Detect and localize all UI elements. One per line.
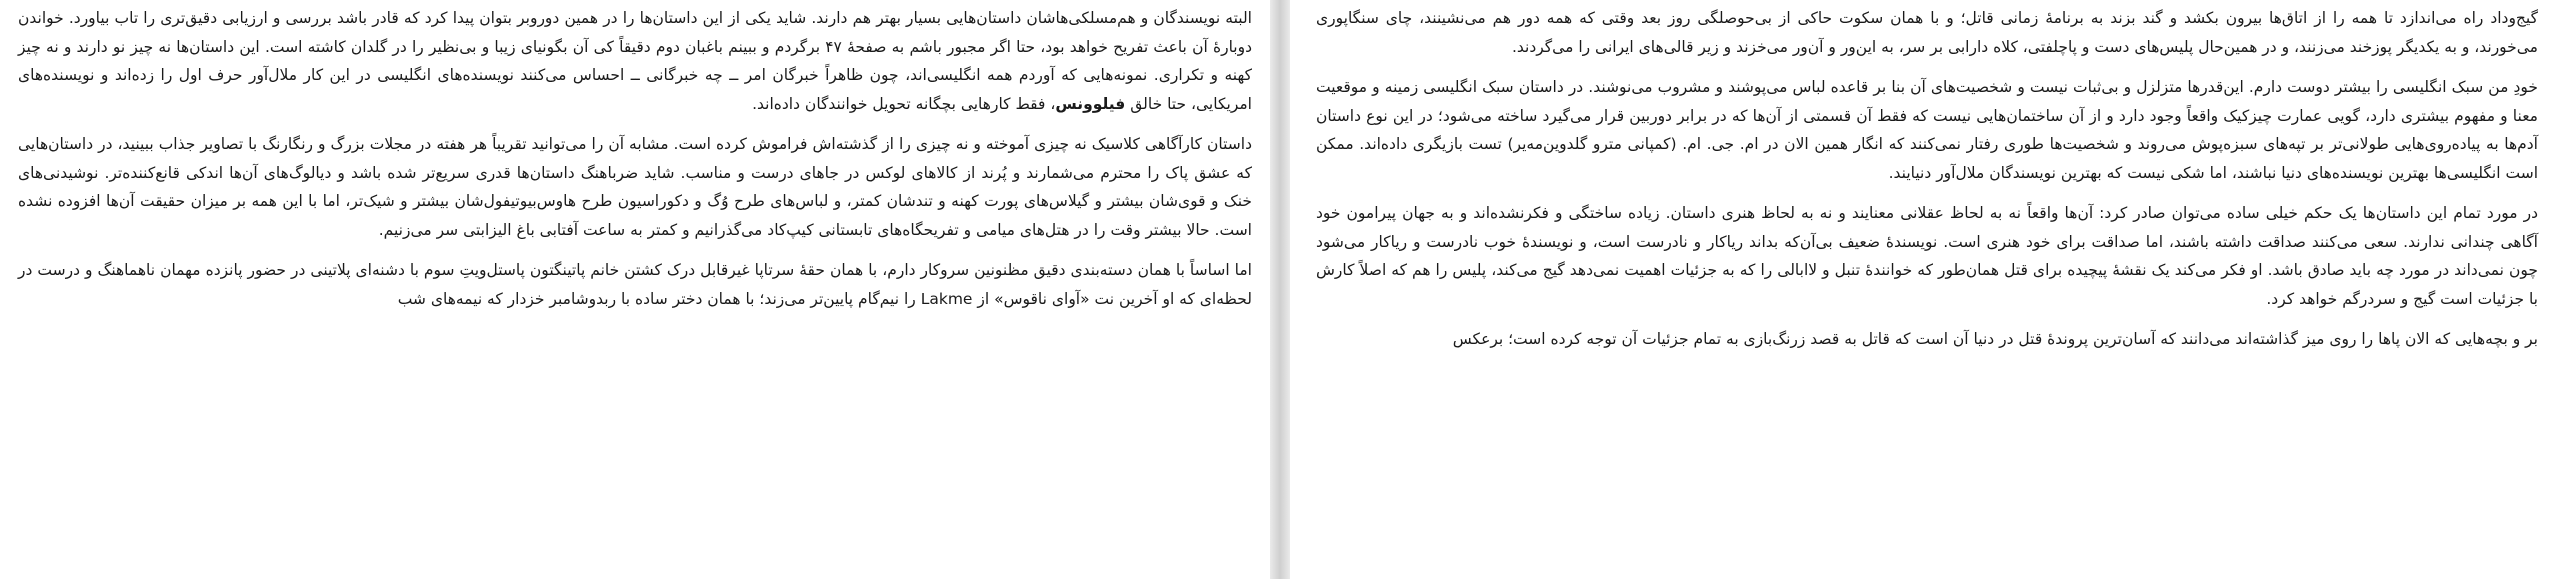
right-paragraph-1: گیج‌وداد راه می‌اندازد تا همه را از اتاق‌ها بیرون بکشد و گند بزند به برنامهٔ زمانی قاتل؛ و با همان سکوت حاکی از بی‌حوصلگی روز بعد وقتی که همه دور هم می‌نشینند، چای سنگاپوری می‌خورند، و به یکدیگر پوزخند می‌زنند، و در همین‌حال پلیس‌های دست و پاچلفتی، کلاه دارابی بر سر، به این‌ور و آن‌ور می‌خزند و زیر قالی‌های ایرانی را می‌گردند. — [1316, 9, 2538, 56]
right-paragraph-2: خودِ من سبک انگلیسی را بیشتر دوست دارم. این‌قدرها متزلزل و بی‌ثبات نیست و شخصیت‌های آن بنا بر قاعده لباس می‌پوشند و مشروب می‌نوشند. در داستان سبک انگلیسی زمینه و موقعیت معنا و مفهوم بیشتری دارد، گویی عمارت چیزکیک واقعاً وجود دارد و از آن ساختمان‌هایی نیست که فقط آن قسمتی از آن‌ها که در برابر دوربین قرار می‌گیرد ساخته می‌شود؛ در این نوع داستان آدم‌ها به پیاده‌روی‌هایی طولانی‌تر بر تپه‌های سبزه‌پوش می‌روند و شخصیت‌ها طوری رفتار نمی‌کنند که انگار همین الان در ام. جی. ام. (کمپانی مترو گلدوین‌مه‌یر) تست بازیگری داده‌اند. ممکن است انگلیسی‌ها بهترین نویسنده‌های دنیا نباشند، اما شکی نیست که بهترین نویسندگان ملال‌آور دنیایند. — [1316, 78, 2538, 182]
right-page — [1290, 0, 2560, 579]
left-page — [0, 0, 1270, 579]
left-paragraph-1: البته نویسندگان و هم‌مسلکی‌هاشان داستان‌هایی بسیار بهتر هم دارند. شاید یکی از این داستان‌ها را در همین دوروبر بتوان پیدا کرد که قادر باشد بررسی و ارزیابی دقیق‌تری را تاب بیاورد. خواندن دوبارهٔ آن باعث تفریح خواهد بود، حتا اگر مجبور باشم به صفحهٔ ۴۷ برگردم و ببینم باغبان دوم دقیقاً کی آن بگونیای زیبا و بی‌نظیر را در گلدان کاشته است. این داستان‌ها نه چیز نو دارند و نه چیز کهنه و تکراری. نمونه‌هایی که آوردم همه انگلیسی‌اند، چون ظاهراً خبرگان امر ــ چه خبرگانی ــ احساس می‌کنند نویسنده‌های انگلیسی در این کار ملال‌آور حرف اول را زده‌اند و نویسنده‌های امریکایی، حتا خالق فیلوونس، فقط کارهایی بچگانه تحویل خوانندگان داده‌اند. — [18, 9, 1252, 113]
book-gutter — [1270, 0, 1290, 579]
bold-name: فیلوونس — [1055, 94, 1126, 113]
right-paragraph-3: در مورد تمام این داستان‌ها یک حکم خیلی ساده می‌توان صادر کرد: آن‌ها واقعاً نه به لحاظ عقلانی معنایند و نه به لحاظ هنری داستان. زیاده ساختگی و فکرنشده‌اند و به جهان پیرامون خود آگاهی چندانی ندارند. سعی می‌کنند صداقت داشته باشند، اما صداقت برای خود هنری است. نویسندهٔ ضعیف بی‌آن‌که بداند ریاکار و نادرست است، و نویسندهٔ خوب نادرست و ریاکار می‌شود چون نمی‌داند در مورد چه باید صادق باشد. او فکر می‌کند یک نقشهٔ پیچیده برای قتل همان‌طور که خوانندهٔ تنبل و لاابالی را که به جزئیات اهمیت نمی‌دهد گیج می‌کند، پلیس را هم که اصلاً کارش با جزئیات است گیج و سردرگم خواهد کرد. — [1316, 204, 2538, 308]
left-paragraph-2: داستان کارآگاهی کلاسیک نه چیزی آموخته و نه چیزی را از گذشته‌اش فراموش کرده است. مشابه آن را می‌توانید تقریباً هر هفته در مجلات بزرگ و رنگارنگ با تصاویر جذاب ببینید، در داستان‌هایی که عشق پاک را محترم می‌شمارند و پُرند از کالاهای لوکس در جاهای درست و مناسب. شاید ضرباهنگ داستان‌ها قدری سریع‌تر شده باشد و دیالوگ‌های آن‌ها اندکی قانع‌کننده‌تر. نوشیدنی‌های خنک و قوی‌شان بیشتر و گیلاس‌های پورت کهنه و تندشان کمتر، و لباس‌های طرح وُگ و دکوراسیون طرح هاوس‌بیوتیفول‌شان بیشتر و شیک‌تر، اما با این همه بر میزان حقیقت آن‌ها افزوده نشده است. حالا بیشتر وقت را در هتل‌های میامی و تفریحگاه‌های تابستانی کیپ‌کاد می‌گذرانیم و کمتر به ساعت آفتابی باغ الیزابتی سر می‌زنیم. — [18, 135, 1252, 239]
left-paragraph-3: اما اساساً با همان دسته‌بندی دقیق مظنونین سروکار دارم، با همان حقهٔ سرتاپا غیرقابل درک کشتن خانم پاتینگتون پاستل‌ویتِ سوم با دشنه‌ای پلاتینی در حضور پانزده مهمان ناهماهنگ و درست در لحظه‌ای که او آخرین نت «آوای ناقوس» از Lakme را نیم‌گام پایین‌تر می‌زند؛ با همان دختر ساده با ربدوشامبر خزدار که نیمه‌های شب — [18, 261, 1252, 308]
right-paragraph-4: بر و بچه‌هایی که الان پاها را روی میز گذاشته‌اند می‌دانند که آسان‌ترین پروندهٔ قتل در دنیا آن است که قاتل به قصد زرنگ‌بازی به تمام جزئیات آن توجه کرده است؛ برعکس — [1452, 330, 2538, 348]
